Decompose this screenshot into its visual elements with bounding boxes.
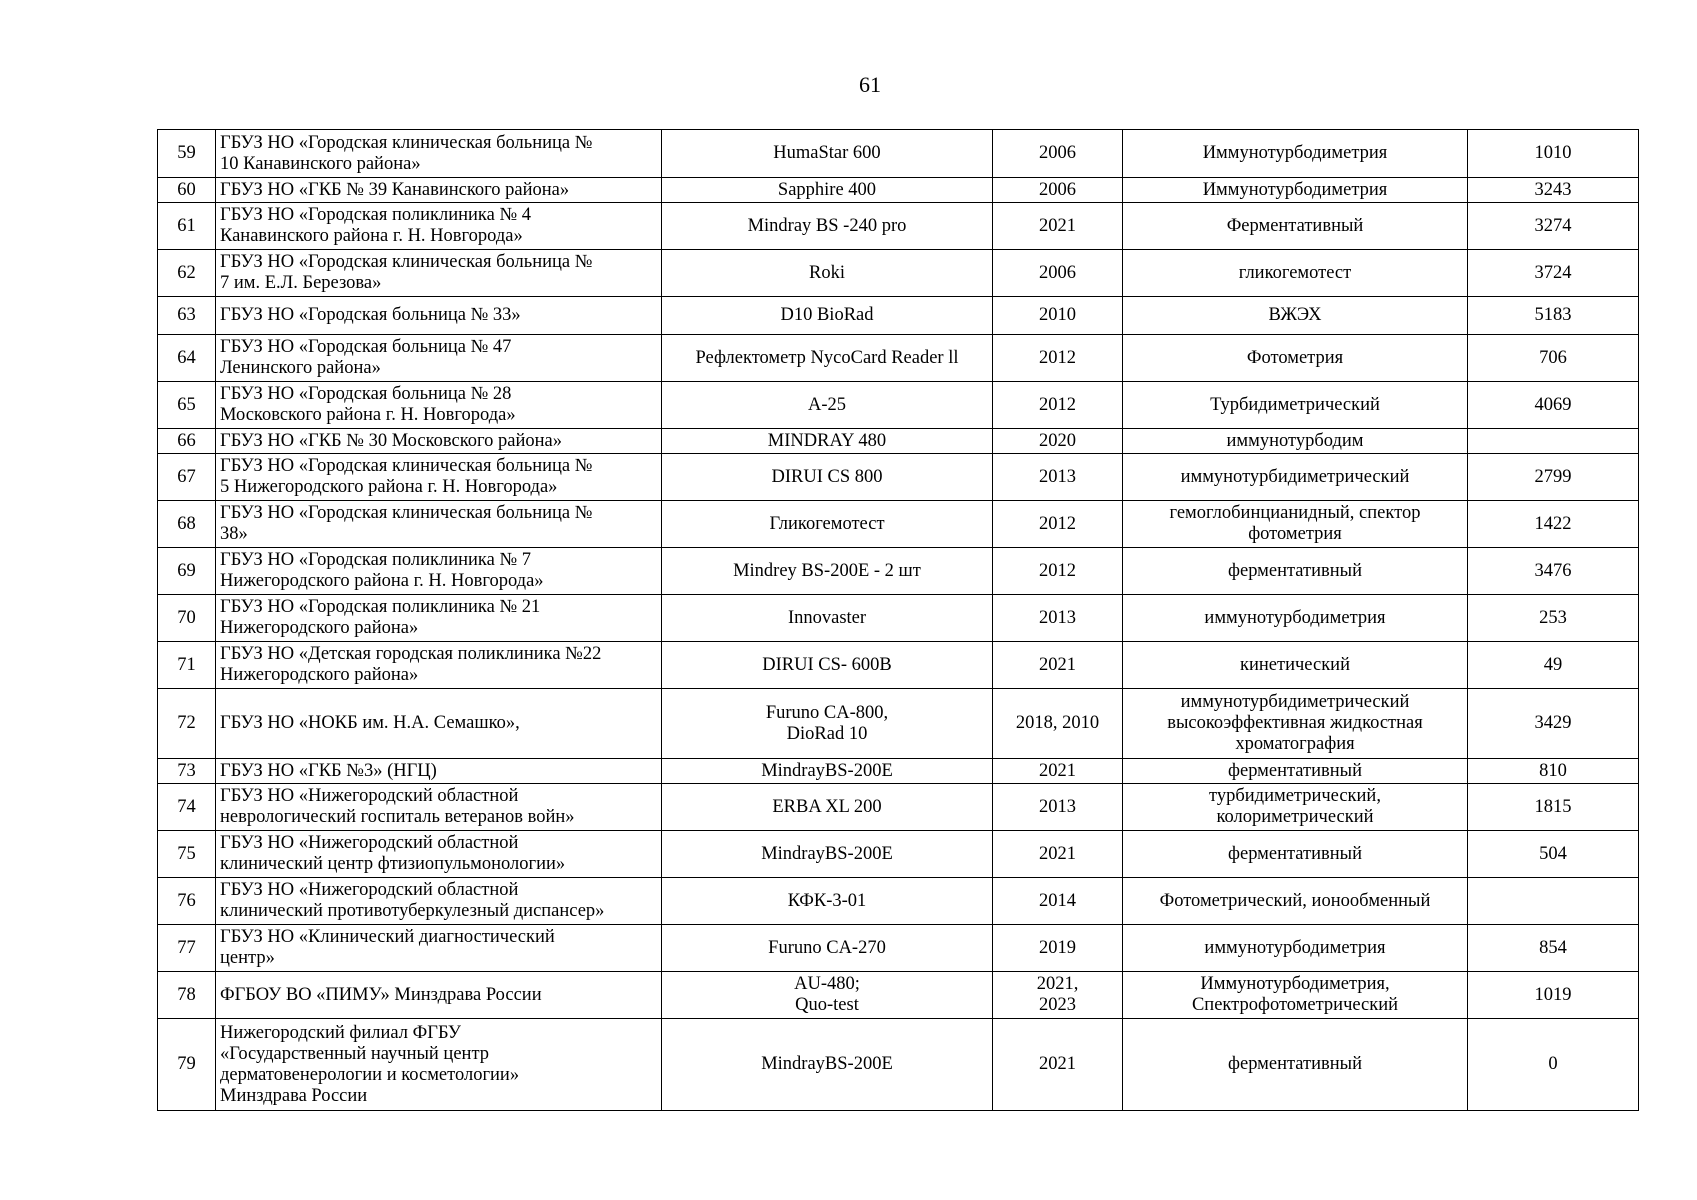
organization-cell-line: ГБУЗ НО «Городская больница № 47: [220, 337, 512, 357]
organization-cell-line: ГБУЗ НО «Городская клиническая больница №: [220, 456, 593, 476]
device-cell-line: MINDRAY 480: [767, 430, 887, 451]
method-cell: [1123, 454, 1468, 501]
method-cell-line: гемоглобинцианидный, спектор: [1169, 503, 1421, 523]
organization-cell: [216, 335, 662, 382]
row-number-cell: 60: [158, 178, 216, 203]
device-cell-line: DIRUI CS 800: [771, 466, 883, 487]
device-cell-line: Roki: [809, 262, 845, 283]
year-cell: [993, 1019, 1123, 1111]
method-cell-line: Турбидиметрический: [1210, 394, 1380, 415]
device-cell-line: Furuno CA-270: [768, 937, 886, 958]
device-cell-line: Гликогемотест: [769, 513, 885, 534]
page-number: 61: [859, 72, 881, 97]
device-cell: [662, 501, 993, 548]
table-row: [158, 831, 1639, 878]
table-row: [158, 595, 1639, 642]
organization-cell-line: ГБУЗ НО «Городская поликлиника № 4: [220, 205, 532, 225]
organization-cell-line: ГБУЗ НО «Клинический диагностический: [220, 927, 555, 947]
year-cell-line: 2021: [1039, 215, 1076, 236]
year-cell: [993, 250, 1123, 297]
table-row: [158, 297, 1639, 335]
device-cell: [662, 178, 993, 203]
device-cell-line: Mindrey BS-200E - 2 шт: [733, 560, 921, 581]
organization-cell-line: ГБУЗ НО «ГКБ № 39 Канавинского района»: [220, 179, 570, 200]
organization-cell-line: клинический противотуберкулезный диспансер»: [220, 901, 605, 921]
device-cell-line: DioRad 10: [786, 723, 868, 744]
method-cell: [1123, 878, 1468, 925]
row-number-cell: 72: [158, 689, 216, 759]
year-cell: [993, 972, 1123, 1019]
device-cell-line: КФК-3-01: [787, 890, 867, 911]
device-cell: [662, 759, 993, 784]
year-cell: [993, 454, 1123, 501]
device-cell: [662, 335, 993, 382]
organization-cell: [216, 784, 662, 831]
device-cell: [662, 689, 993, 759]
organization-cell: [216, 382, 662, 429]
organization-cell-line: клинический центр фтизиопульмонологии»: [220, 854, 566, 874]
device-cell: [662, 454, 993, 501]
count-cell: 3243: [1468, 178, 1639, 203]
year-cell-line: 2013: [1039, 466, 1076, 487]
device-cell-line: DIRUI CS- 600B: [762, 654, 892, 675]
device-cell-line: HumaStar 600: [773, 143, 881, 163]
year-cell-line: 2012: [1039, 513, 1076, 534]
year-cell-line: 2006: [1039, 143, 1076, 163]
method-cell-line: иммунотурбодим: [1226, 430, 1364, 451]
organization-cell-line: 10 Канавинского района»: [220, 153, 421, 174]
count-cell: 0: [1468, 1019, 1639, 1111]
organization-cell: [216, 878, 662, 925]
table-row: [158, 203, 1639, 250]
device-cell: [662, 1019, 993, 1111]
method-cell: [1123, 642, 1468, 689]
year-cell: [993, 203, 1123, 250]
row-number-cell: 67: [158, 454, 216, 501]
table-body: [158, 130, 1639, 1111]
year-cell: [993, 297, 1123, 335]
count-cell: 3274: [1468, 203, 1639, 250]
row-number-cell: 66: [158, 429, 216, 454]
device-cell-line: MindrayBS-200E: [761, 760, 893, 781]
table-row: [158, 501, 1639, 548]
organization-cell-line: ГБУЗ НО «Городская поликлиника № 7: [220, 550, 532, 570]
organization-cell: [216, 689, 662, 759]
method-cell-line: Фотометрический, ионообменный: [1159, 890, 1431, 911]
organization-cell: [216, 297, 662, 335]
row-number-cell: 69: [158, 548, 216, 595]
year-cell-line: 2021,: [1036, 974, 1079, 994]
method-cell-line: Иммунотурбодиметрия: [1202, 179, 1388, 200]
year-cell: [993, 689, 1123, 759]
method-cell-line: ферментативный: [1228, 843, 1362, 864]
count-cell: 253: [1468, 595, 1639, 642]
row-number-cell: 65: [158, 382, 216, 429]
organization-cell-line: центр»: [220, 948, 275, 968]
method-cell: [1123, 178, 1468, 203]
organization-cell-line: ФГБОУ ВО «ПИМУ» Минздрава России: [220, 984, 542, 1005]
device-cell: [662, 925, 993, 972]
year-cell-line: 2014: [1039, 890, 1076, 911]
row-number-cell: 64: [158, 335, 216, 382]
year-cell-line: 2012: [1039, 394, 1076, 415]
method-cell: [1123, 548, 1468, 595]
count-cell: 854: [1468, 925, 1639, 972]
count-cell: 3476: [1468, 548, 1639, 595]
organization-cell: [216, 178, 662, 203]
device-cell-line: Furuno CA-800,: [765, 702, 889, 723]
method-cell-line: иммунотурбидиметрический: [1180, 692, 1410, 712]
organization-cell: [216, 925, 662, 972]
row-number-cell: 79: [158, 1019, 216, 1111]
year-cell: [993, 501, 1123, 548]
method-cell-line: Иммунотурбодиметрия: [1202, 143, 1388, 163]
table-row: [158, 382, 1639, 429]
method-cell: [1123, 501, 1468, 548]
year-cell-line: 2021: [1039, 654, 1076, 675]
device-cell-line: MindrayBS-200E: [761, 843, 893, 864]
row-number-cell: 59: [158, 130, 216, 178]
row-number-cell: 77: [158, 925, 216, 972]
year-cell-line: 2021: [1039, 760, 1076, 781]
organization-cell-line: Нижегородского района»: [220, 618, 419, 638]
count-cell: 706: [1468, 335, 1639, 382]
year-cell: [993, 878, 1123, 925]
count-cell: 1815: [1468, 784, 1639, 831]
method-cell-line: Ферментативный: [1226, 215, 1364, 236]
method-cell: [1123, 925, 1468, 972]
organization-cell: [216, 454, 662, 501]
organization-cell-line: ГБУЗ НО «ГКБ № 30 Московского района»: [220, 430, 563, 451]
organization-cell-line: ГБУЗ НО «Нижегородский областной: [220, 786, 519, 806]
year-cell: [993, 642, 1123, 689]
table-row: [158, 178, 1639, 203]
method-cell-line: гликогемотест: [1238, 262, 1352, 283]
organization-cell: [216, 595, 662, 642]
organization-cell-line: Нижегородского района г. Н. Новгорода»: [220, 571, 544, 591]
method-cell-line: турбидиметрический,: [1209, 786, 1381, 806]
count-cell: 1422: [1468, 501, 1639, 548]
device-cell-line: ERBA XL 200: [772, 796, 882, 817]
organization-cell: [216, 548, 662, 595]
table-row: [158, 454, 1639, 501]
year-cell: [993, 548, 1123, 595]
device-cell: [662, 972, 993, 1019]
device-cell: [662, 382, 993, 429]
count-cell: [1468, 429, 1639, 454]
organization-cell-line: Нижегородский филиал ФГБУ: [220, 1022, 462, 1043]
organization-cell-line: ГБУЗ НО «Городская больница № 33»: [220, 305, 521, 325]
method-cell-line: фотометрия: [1248, 524, 1342, 544]
method-cell: [1123, 1019, 1468, 1111]
table-row: [158, 689, 1639, 759]
count-cell: 504: [1468, 831, 1639, 878]
method-cell: [1123, 759, 1468, 784]
device-cell-line: MindrayBS-200E: [761, 1054, 893, 1074]
organization-cell: [216, 831, 662, 878]
year-cell-line: 2019: [1039, 937, 1076, 958]
year-cell-line: 2021: [1039, 843, 1076, 864]
device-cell-line: А-25: [807, 394, 847, 415]
device-cell: [662, 429, 993, 454]
organization-cell-line: ГБУЗ НО «Городская больница № 28: [220, 384, 512, 404]
method-cell-line: Иммунотурбодиметрия,: [1200, 974, 1390, 994]
organization-cell-line: Минздрава России: [220, 1085, 368, 1106]
year-cell: [993, 595, 1123, 642]
device-cell-line: D10 BioRad: [780, 305, 874, 325]
year-cell-line: 2012: [1039, 560, 1076, 581]
organization-cell: [216, 972, 662, 1019]
organization-cell-line: неврологический госпиталь ветеранов войн»: [220, 807, 575, 827]
device-cell: [662, 595, 993, 642]
table-row: [158, 130, 1639, 178]
device-cell: [662, 831, 993, 878]
count-cell: 1010: [1468, 130, 1639, 178]
table-row: [158, 548, 1639, 595]
method-cell-line: ферментативный: [1228, 1054, 1362, 1074]
organization-cell-line: ГБУЗ НО «Городская поликлиника № 21: [220, 597, 541, 617]
year-cell-line: 2010: [1039, 305, 1076, 325]
year-cell-line: 2018, 2010: [1015, 713, 1100, 733]
device-cell: [662, 784, 993, 831]
count-cell: 5183: [1468, 297, 1639, 335]
method-cell: [1123, 335, 1468, 382]
year-cell-line: 2021: [1039, 1054, 1076, 1074]
organization-cell: [216, 130, 662, 178]
method-cell: [1123, 382, 1468, 429]
device-cell-line: Mindray BS -240 pro: [747, 215, 907, 236]
row-number-cell: 61: [158, 203, 216, 250]
year-cell-line: 2012: [1039, 347, 1076, 368]
row-number-cell: 63: [158, 297, 216, 335]
year-cell-line: 2020: [1039, 430, 1076, 451]
organization-cell-line: Канавинского района г. Н. Новгорода»: [220, 226, 523, 246]
device-cell: [662, 878, 993, 925]
table-row: [158, 759, 1639, 784]
device-cell-line: Sapphire 400: [777, 179, 877, 200]
table-row: [158, 878, 1639, 925]
count-cell: 4069: [1468, 382, 1639, 429]
device-cell-line: Quo-test: [795, 995, 859, 1015]
row-number-cell: 62: [158, 250, 216, 297]
table-row: [158, 335, 1639, 382]
row-number-cell: 76: [158, 878, 216, 925]
organization-cell: [216, 759, 662, 784]
year-cell-line: 2013: [1039, 796, 1076, 817]
table-row: [158, 1019, 1639, 1111]
year-cell-line: 2023: [1039, 995, 1076, 1015]
device-cell: [662, 297, 993, 335]
count-cell: 2799: [1468, 454, 1639, 501]
year-cell: [993, 382, 1123, 429]
year-cell-line: 2006: [1039, 179, 1076, 200]
table-row: [158, 250, 1639, 297]
device-cell-line: AU-480;: [794, 974, 860, 994]
organization-cell-line: Нижегородского района»: [220, 665, 419, 685]
organization-cell-line: дерматовенерологии и косметологии»: [220, 1064, 520, 1085]
row-number-cell: 78: [158, 972, 216, 1019]
method-cell-line: ферментативный: [1228, 760, 1362, 781]
method-cell-line: Спектрофотометрический: [1191, 995, 1399, 1015]
year-cell-line: 2013: [1039, 607, 1076, 628]
method-cell: [1123, 203, 1468, 250]
organization-cell: [216, 250, 662, 297]
year-cell: [993, 925, 1123, 972]
organization-cell-line: ГБУЗ НО «Городская клиническая больница №: [220, 252, 593, 272]
organization-cell-line: Ленинского района»: [220, 358, 381, 378]
organization-cell-line: 5 Нижегородского района г. Н. Новгорода»: [220, 477, 558, 497]
organization-cell-line: ГБУЗ НО «Городская клиническая больница №: [220, 503, 593, 523]
count-cell: 810: [1468, 759, 1639, 784]
row-number-cell: 74: [158, 784, 216, 831]
organization-cell: [216, 1019, 662, 1111]
year-cell: [993, 178, 1123, 203]
device-cell-line: Innovaster: [787, 607, 867, 628]
method-cell-line: высокоэффективная жидкостная: [1167, 713, 1423, 733]
organization-cell-line: ГБУЗ НО «ГКБ №3» (НГЦ): [220, 760, 437, 781]
count-cell: [1468, 878, 1639, 925]
method-cell: [1123, 297, 1468, 335]
year-cell: [993, 759, 1123, 784]
table-row: [158, 784, 1639, 831]
method-cell-line: Фотометрия: [1246, 347, 1344, 368]
organization-cell-line: 7 им. Е.Л. Березова»: [220, 273, 382, 293]
method-cell: [1123, 784, 1468, 831]
method-cell-line: хроматография: [1235, 734, 1355, 754]
organization-cell-line: ГБУЗ НО «Нижегородский областной: [220, 880, 519, 900]
method-cell: [1123, 429, 1468, 454]
year-cell-line: 2006: [1039, 262, 1076, 283]
row-number-cell: 70: [158, 595, 216, 642]
organization-cell-line: Московского района г. Н. Новгорода»: [220, 405, 516, 425]
organization-cell-line: ГБУЗ НО «Детская городская поликлиника №22: [220, 644, 602, 664]
device-cell: [662, 250, 993, 297]
count-cell: 3724: [1468, 250, 1639, 297]
method-cell: [1123, 831, 1468, 878]
method-cell: [1123, 595, 1468, 642]
row-number-cell: 68: [158, 501, 216, 548]
method-cell-line: иммунотурбодиметрия: [1204, 937, 1386, 958]
device-cell: [662, 203, 993, 250]
count-cell: 3429: [1468, 689, 1639, 759]
table-row: [158, 972, 1639, 1019]
device-cell: [662, 130, 993, 178]
organization-cell: [216, 203, 662, 250]
year-cell: [993, 784, 1123, 831]
year-cell: [993, 335, 1123, 382]
device-cell: [662, 548, 993, 595]
row-number-cell: 73: [158, 759, 216, 784]
device-cell: [662, 642, 993, 689]
equipment-table: [157, 129, 1639, 1111]
table-row: [158, 925, 1639, 972]
count-cell: 49: [1468, 642, 1639, 689]
organization-cell-line: ГБУЗ НО «НОКБ им. Н.А. Семашко»,: [220, 713, 520, 733]
device-cell-line: Рефлектометр NycoCard Reader ll: [695, 347, 959, 368]
method-cell-line: иммунотурбидиметрический: [1180, 466, 1410, 487]
method-cell: [1123, 130, 1468, 178]
count-cell: 1019: [1468, 972, 1639, 1019]
organization-cell: [216, 429, 662, 454]
organization-cell-line: ГБУЗ НО «Нижегородский областной: [220, 833, 519, 853]
method-cell-line: ферментативный: [1228, 560, 1362, 581]
organization-cell-line: «Государственный научный центр: [220, 1043, 489, 1064]
method-cell: [1123, 972, 1468, 1019]
year-cell: [993, 831, 1123, 878]
organization-cell: [216, 501, 662, 548]
year-cell: [993, 130, 1123, 178]
method-cell-line: кинетический: [1240, 654, 1350, 675]
organization-cell: [216, 642, 662, 689]
method-cell: [1123, 689, 1468, 759]
method-cell-line: иммунотурбодиметрия: [1204, 607, 1386, 628]
organization-cell-line: ГБУЗ НО «Городская клиническая больница №: [220, 132, 593, 153]
organization-cell-line: 38»: [220, 524, 248, 544]
table-row: [158, 429, 1639, 454]
method-cell-line: ВЖЭХ: [1268, 305, 1322, 325]
row-number-cell: 75: [158, 831, 216, 878]
method-cell: [1123, 250, 1468, 297]
table-row: [158, 642, 1639, 689]
method-cell-line: колориметрический: [1216, 807, 1374, 827]
row-number-cell: 71: [158, 642, 216, 689]
year-cell: [993, 429, 1123, 454]
